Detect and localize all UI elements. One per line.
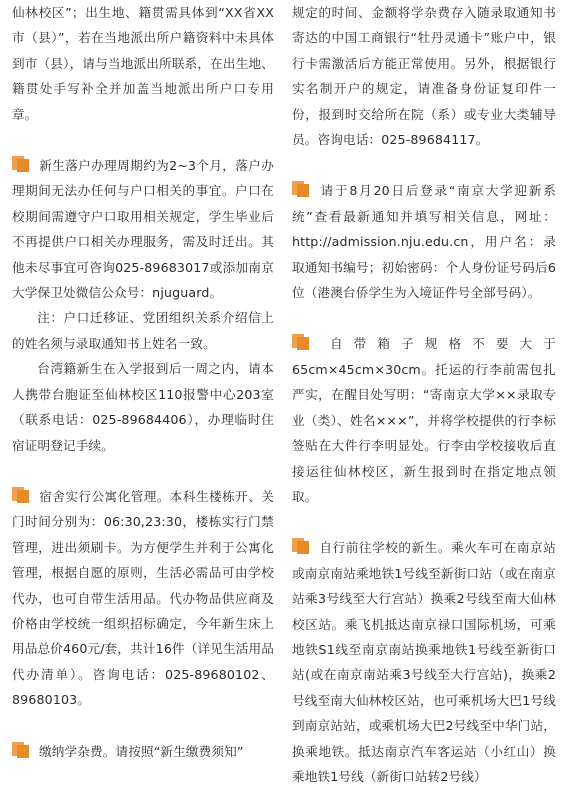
- notice-item-welcome-system: [292, 178, 556, 305]
- notice-item-household: [12, 153, 274, 305]
- notice-item-luggage: [292, 331, 556, 509]
- left-column: [12, 0, 274, 764]
- orange-square-bullet-icon: [12, 156, 29, 172]
- notice-item-transport-text: 自行前往学校的新生。乘火车可在南京站或南京南站乘地铁1号线至新街口站（或在南京站乘3号线至大行宫站）换乘2号线至南大仙林校区站。乘飞机抵达南京禄口国际机场，可乘地铁S1线至南京南站换乘地铁1号线至新街口站(或在南京南站乘3号线至大行宫站)，换乘2号线至南大仙林校区站，也可乘机场大巴1号线到南京站站，或乘机场大巴2号线至中华门站，换乘地铁。抵达南京汽车客运站（小红山）换乘地铁1号线（新街口站转2号线）: [292, 540, 556, 784]
- notice-item-welcome-system-text: 请于8月20日后登录“南京大学迎新系统”查看最新通知并填写相关信息，网址：http://admission.nju.edu.cn，用户名：录取通知书编号；初始密码：个人身份证号码后6位（港澳台侨学生为入境证件号全部号码）。: [292, 183, 556, 301]
- orange-square-bullet-icon: [292, 538, 309, 554]
- notice-item-fees-text: 缴纳学杂费。请按照“新生缴费须知”: [39, 743, 244, 759]
- orange-square-bullet-icon: [292, 181, 309, 197]
- note-name-consistency: 注：户口迁移证、党团组织关系介绍信上的姓名须与录取通知书上姓名一致。: [12, 310, 274, 351]
- orange-square-bullet-icon: [12, 742, 29, 758]
- notice-item-household-text: 新生落户办理周期约为2~3个月，落户办理期间无法办任何与户口相关的事宜。户口在校期间需遵守户口取用相关规定，学生毕业后不再提供户口相关办理服务，需及时迁出。其他未尽事宜可咨询025-89683017或添加南京大学保卫处微信公众号：njuguard。: [12, 158, 274, 301]
- right-top-paragraph: 规定的时间、金额将学杂费存入随录取通知书寄达的中国工商银行“牡丹灵通卡”账户中，银行卡需激活后方能正常使用。另外，根据银行实名制开户的规定，请准备身份证复印件一份，报到时交给所在院（系）或专业大类辅导员。咨询电话：025-89684117。: [292, 5, 556, 148]
- notice-item-dormitory: [12, 484, 274, 713]
- notice-item-transport: [292, 535, 556, 789]
- orange-square-bullet-icon: [292, 334, 309, 350]
- right-column: [292, 0, 556, 789]
- notice-item-fees: [12, 739, 274, 764]
- note-taiwan-students: 台湾籍新生在入学报到后一周之内，请本人携带台胞证至仙林校区110报警中心203室（联系电话：025-89684406），办理临时住宿证明登记手续。: [12, 361, 274, 453]
- notice-item-dormitory-text: 宿舍实行公寓化管理。本科生楼栋开、关门时间分别为：06:30,23:30，楼栋实行门禁管理，进出须刷卡。为方便学生并利于公寓化管理，根据自愿的原则，生活必需品可由学校代办，也可自带生活用品。代办物品供应商及价格由学校统一组织招标确定，今年新生床上用品总价460元/套，共计16件（详见生活用品代办清单）。咨询电话：025-89680102、89680103。: [12, 488, 274, 708]
- orange-square-bullet-icon: [12, 487, 29, 503]
- notice-item-luggage-text: 自带箱子规格不要大于65cm×45cm×30cm。托运的行李前需包扎严实，在醒目处写明：“寄南京大学××录取专业（类）、姓名×××”，并将学校提供的行李标签贴在大件行李明显处。行李由学校接收后直接运往仙林校区，新生报到时在指定地点领取。: [292, 336, 556, 504]
- left-top-paragraph: 仙林校区”；出生地、籍贯需具体到“XX省XX市（县）”，若在当地派出所户籍资料中未具体到市（县），请与当地派出所联系，在出生地、籍贯处手写补全并加盖当地派出所户口专用章。: [12, 5, 274, 122]
